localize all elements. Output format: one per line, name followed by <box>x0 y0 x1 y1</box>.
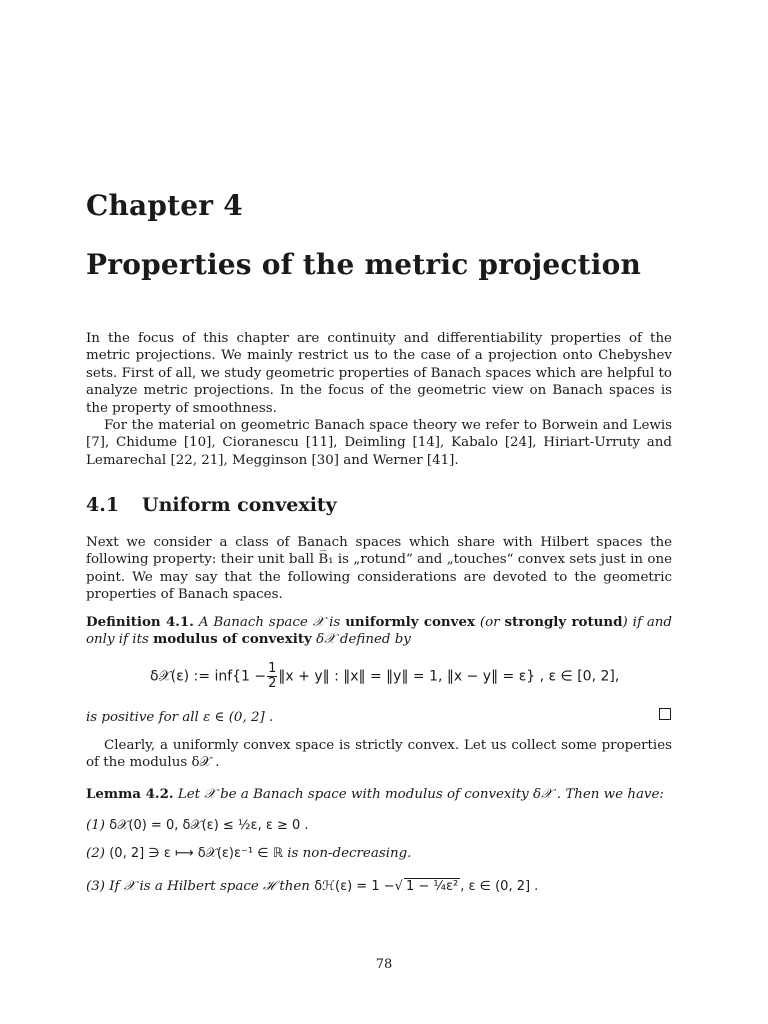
chapter-number: Chapter 4 <box>86 189 243 222</box>
intro-paragraph-1: In the focus of this chapter are continuity and differentiability properties of the metric projections. We mainly restrict us to the case of a projection onto Chebyshev sets. First of all, we study geometric properties of Banach spaces which are helpful to analyze metric projections. In the focus of the geometric view on Banach spaces is the property of smoothness. <box>86 331 672 416</box>
definition-text-1: A Banach space 𝒳 is <box>198 615 341 630</box>
clearly-paragraph <box>86 737 672 772</box>
lemma-text: Let 𝒳 be a Banach space with modulus of convexity δ𝒳 . Then we have: <box>177 787 664 802</box>
item-3-math-1: δℋ(ε) = 1 − <box>314 879 395 894</box>
item-1-tag: (1) <box>86 818 105 833</box>
definition-term-3: modulus of convexity <box>153 631 312 648</box>
definition-conclusion-text: is positive for all ε ∈ (0, 2] . <box>86 710 274 725</box>
item-3-text: If 𝒳 is a Hilbert space ℋ then <box>109 879 310 894</box>
qed-box-icon <box>659 708 671 720</box>
page-number: 78 <box>375 957 393 972</box>
item-2-text: is non-decreasing. <box>287 846 412 861</box>
lemma-item-2 <box>86 846 411 861</box>
intro-block <box>86 330 672 469</box>
fraction-denominator: 2 <box>268 676 277 691</box>
clearly-text: Clearly, a uniformly convex space is strictly convex. Let us collect some properties of the modulus δ𝒳 . <box>86 738 672 771</box>
section-heading <box>86 494 672 516</box>
definition-term-2: strongly rotund <box>504 614 623 630</box>
definition-term-1: uniformly convex <box>345 614 475 630</box>
section-number: 4.1 <box>86 494 120 516</box>
item-3-tag: (3) <box>86 879 105 894</box>
fraction-numerator: 1 <box>268 661 277 676</box>
item-2-tag: (2) <box>86 846 105 861</box>
sqrt-symbol: √ <box>394 879 403 894</box>
equation-right: ‖x + y‖ : ‖x‖ = ‖y‖ = 1, ‖x − y‖ = ε} , ε ∈ [0, 2], <box>278 668 620 685</box>
chapter-title: Properties of the metric projection <box>86 248 642 281</box>
definition-conclusion <box>86 709 672 726</box>
item-2-math: (0, 2] ∋ ε ⟼ δ𝒳(ε)ε⁻¹ ∈ ℝ <box>109 846 283 861</box>
lemma-block <box>86 786 672 803</box>
lemma-label: Lemma 4.2. <box>86 786 174 802</box>
intro-paragraph-2: For the material on geometric Banach space theory we refer to Borwein and Lewis [7], Chidume [10], Cioranescu [11], Deimling [14], Kabalo [24], Hiriart-Urruty and Lemarechal [22, 21], Megginson [30] and Werner [41]. <box>86 418 672 468</box>
definition-text-4: δ𝒳 defined by <box>316 632 411 648</box>
definition-equation <box>150 662 619 691</box>
item-3-sqrt-content: 1 − ¼ε² <box>405 879 459 894</box>
definition-block <box>86 614 672 649</box>
item-3-math-2: , ε ∈ (0, 2] . <box>460 879 539 894</box>
lemma-statement <box>86 786 672 803</box>
item-1-math: δ𝒳(0) = 0, δ𝒳(ε) ≤ ½ε, ε ≥ 0 . <box>109 818 309 833</box>
definition-text-2: (or <box>479 615 500 630</box>
definition-text-3: ) if and only if its <box>86 615 672 648</box>
lemma-item-3 <box>86 878 538 894</box>
section-title: Uniform convexity <box>142 494 337 516</box>
equation-fraction <box>267 662 277 691</box>
section-paragraph <box>86 534 672 604</box>
lemma-item-1 <box>86 818 309 833</box>
definition-label: Definition 4.1. <box>86 614 194 630</box>
equation-left: δ𝒳(ε) := inf{1 − <box>150 668 267 685</box>
definition-text <box>86 614 672 649</box>
section-paragraph-1: Next we consider a class of Banach spaces which share with Hilbert spaces the following property: their unit ball B̅₁ is „rotund“ and „touches“ convex sets just in one point. We may say that the following considerations are devoted to the geometric properties of Banach spaces. <box>86 535 672 603</box>
